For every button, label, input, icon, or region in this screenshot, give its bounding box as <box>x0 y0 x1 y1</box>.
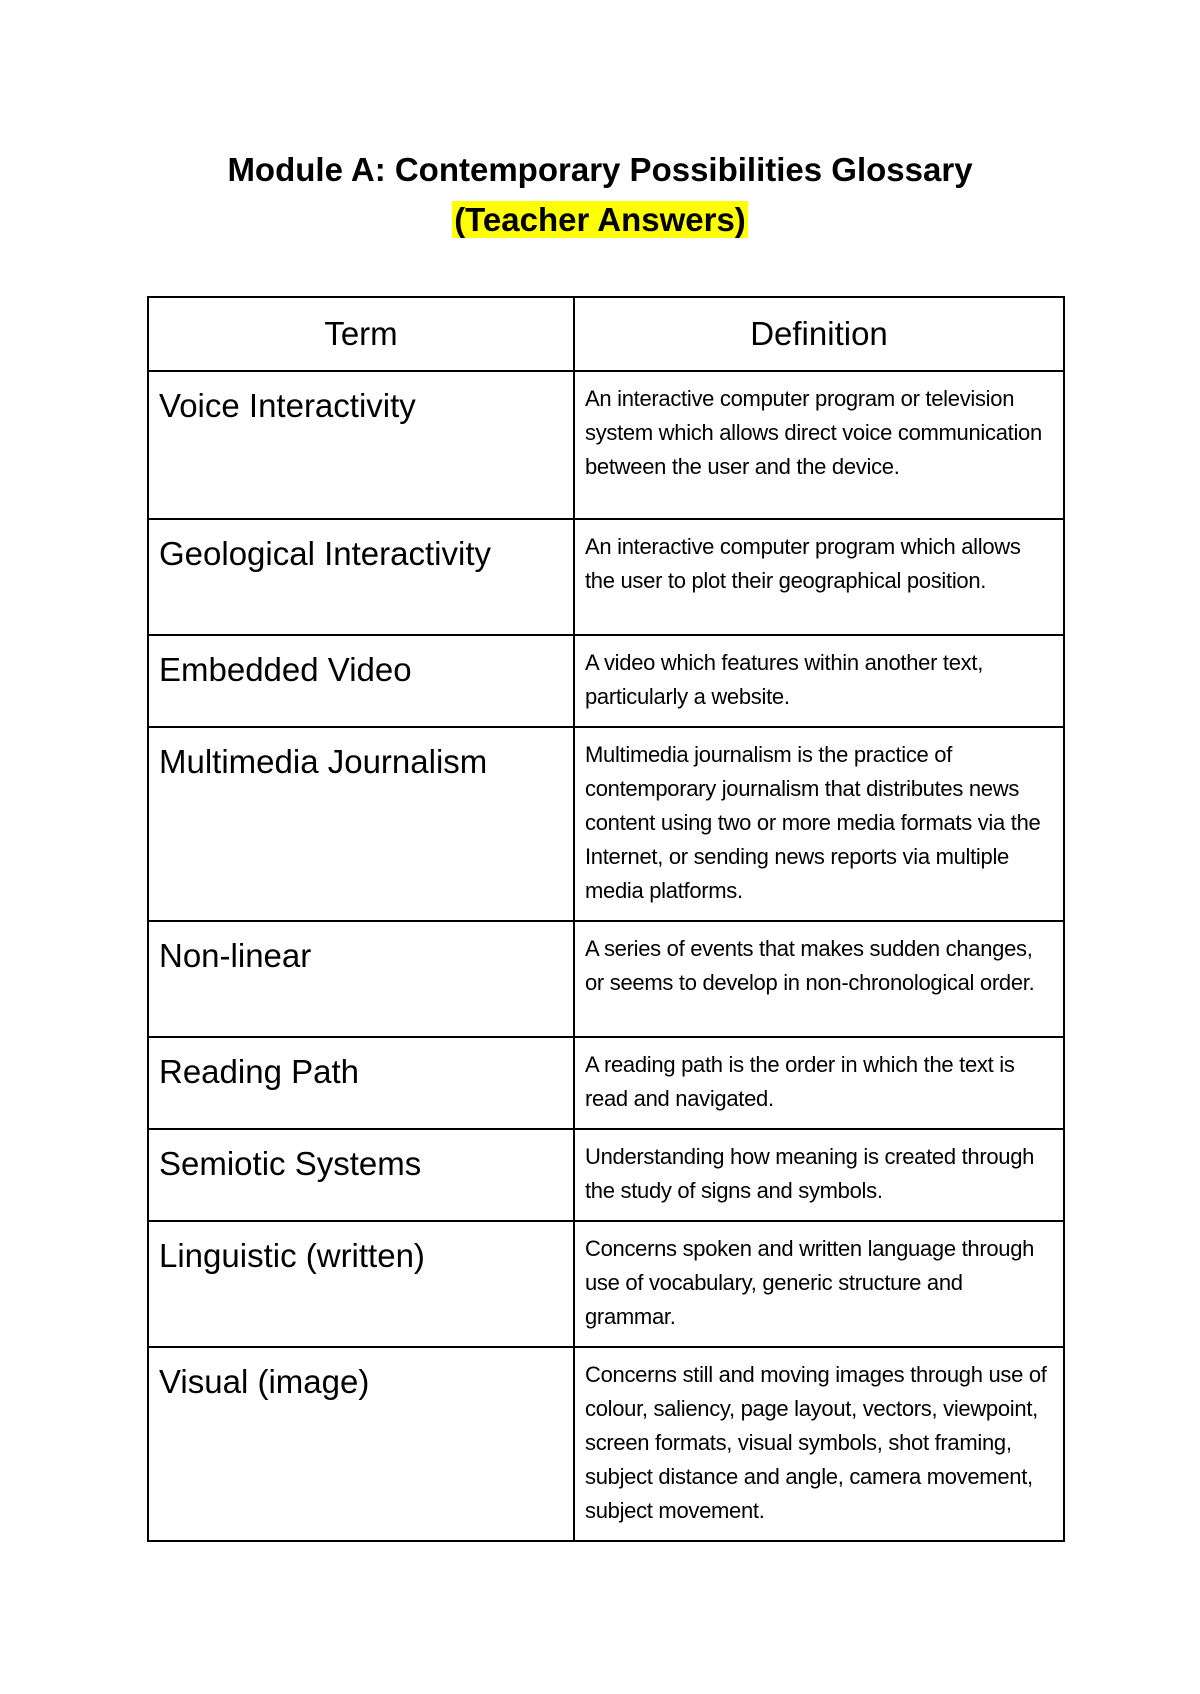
term-cell: Non-linear <box>148 921 574 1037</box>
definition-cell: An interactive computer program or television system which allows direct voice communication between the user and the device. <box>574 371 1064 519</box>
definition-cell: A series of events that makes sudden changes, or seems to develop in non-chronological order. <box>574 921 1064 1037</box>
term-cell: Voice Interactivity <box>148 371 574 519</box>
term-cell: Semiotic Systems <box>148 1129 574 1221</box>
table-row <box>148 1129 1064 1221</box>
glossary-table <box>147 296 1065 1542</box>
table-row <box>148 1221 1064 1347</box>
title-block <box>0 145 1200 252</box>
term-cell: Linguistic (written) <box>148 1221 574 1347</box>
definition-cell: Multimedia journalism is the practice of contemporary journalism that distributes news content using two or more media formats via the Internet, or sending news reports via multiple media platforms. <box>574 727 1064 921</box>
table-row <box>148 519 1064 635</box>
definition-cell: Understanding how meaning is created through the study of signs and symbols. <box>574 1129 1064 1221</box>
definition-cell: Concerns spoken and written language through use of vocabulary, generic structure and grammar. <box>574 1221 1064 1347</box>
table-row <box>148 371 1064 519</box>
term-cell: Multimedia Journalism <box>148 727 574 921</box>
definition-cell: A video which features within another text, particularly a website. <box>574 635 1064 727</box>
subtitle-line <box>0 195 1200 252</box>
page-title: Module A: Contemporary Possibilities Glossary <box>227 151 973 188</box>
term-cell: Embedded Video <box>148 635 574 727</box>
definition-cell: An interactive computer program which allows the user to plot their geographical position. <box>574 519 1064 635</box>
table-header-row <box>148 297 1064 371</box>
definition-cell: Concerns still and moving images through use of colour, saliency, page layout, vectors, viewpoint, screen formats, visual symbols, shot framing, subject distance and angle, camera movement, subject movement. <box>574 1347 1064 1541</box>
page-subtitle-highlighted: (Teacher Answers) <box>454 201 746 238</box>
table-row <box>148 635 1064 727</box>
term-cell: Geological Interactivity <box>148 519 574 635</box>
table-row <box>148 727 1064 921</box>
header-definition: Definition <box>574 297 1064 371</box>
table-row <box>148 921 1064 1037</box>
definition-cell: A reading path is the order in which the text is read and navigated. <box>574 1037 1064 1129</box>
table-row <box>148 1347 1064 1541</box>
table-row <box>148 1037 1064 1129</box>
term-cell: Reading Path <box>148 1037 574 1129</box>
header-term: Term <box>148 297 574 371</box>
term-cell: Visual (image) <box>148 1347 574 1541</box>
